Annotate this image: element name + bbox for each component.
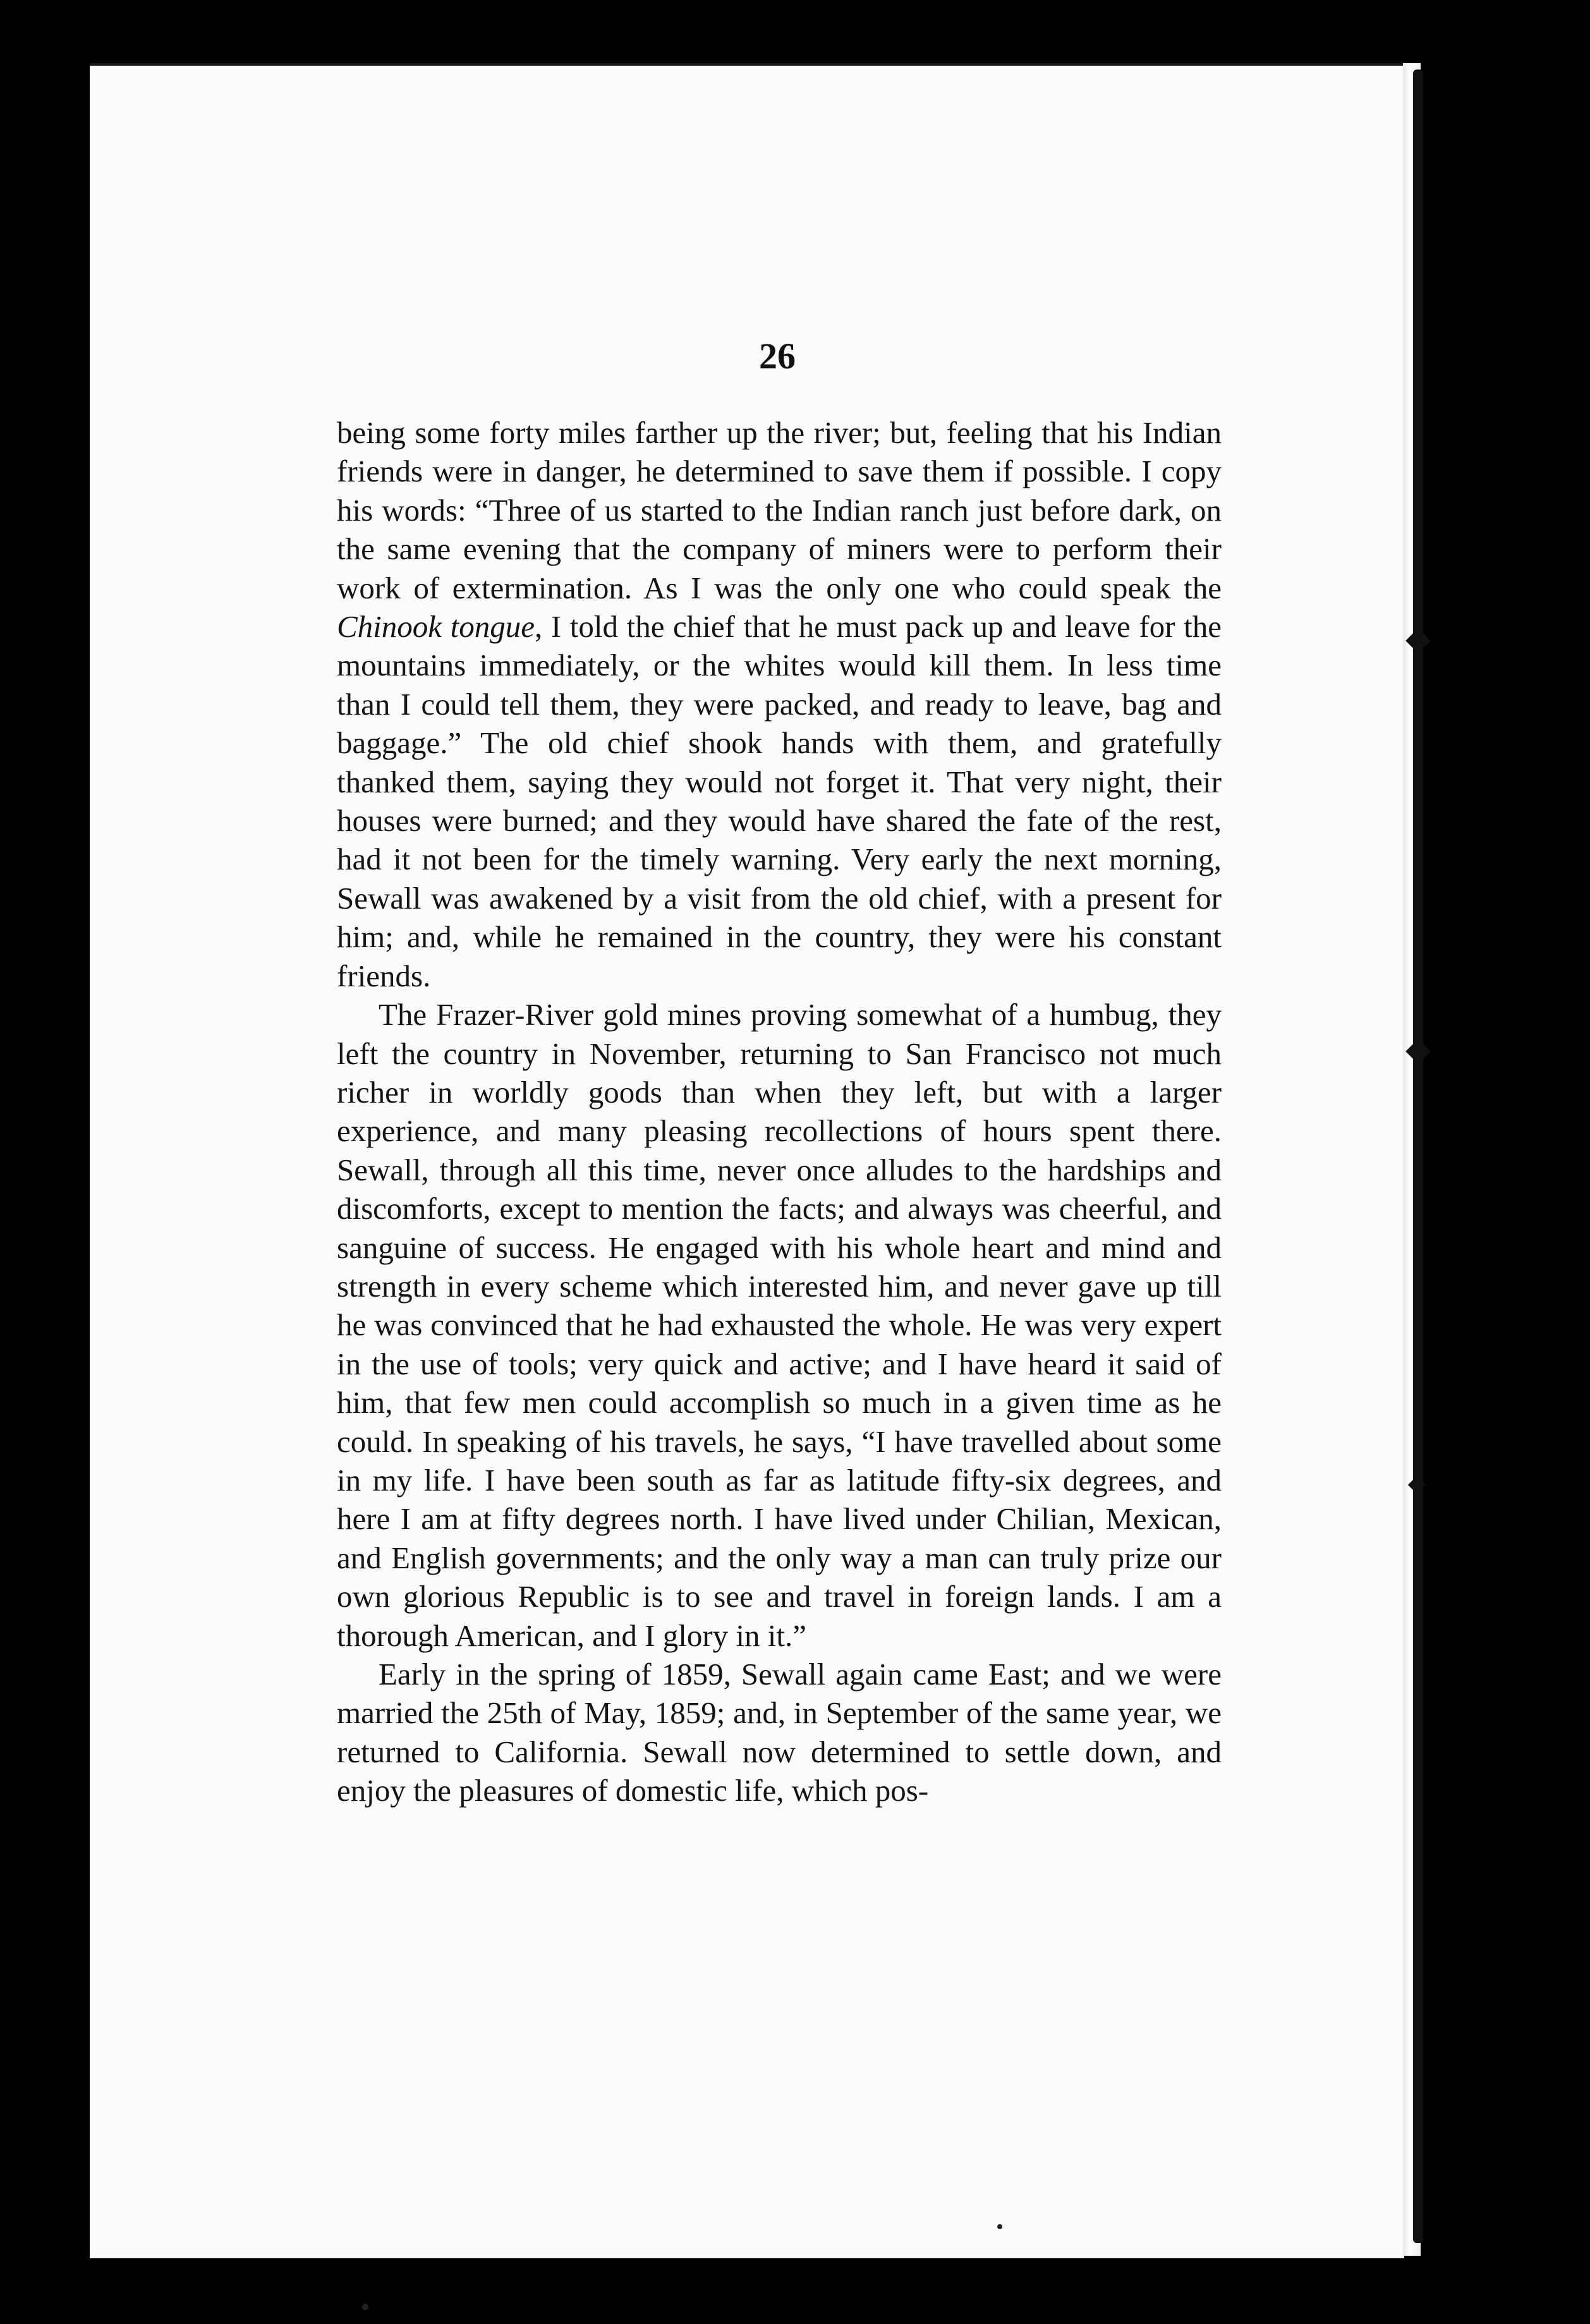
italic-phrase: Chinook tongue [337,609,535,645]
dust-speck [362,2304,368,2310]
paragraph [337,1655,1222,1810]
body-text [337,413,1222,1810]
paragraph [337,413,1222,995]
page-number: 26 [759,336,796,377]
dust-speck [997,2224,1002,2229]
paragraph [337,995,1222,1655]
text-run: The Frazer-River gold mines proving somewhat of a humbug, they left the country in November, returning to San Francisco not much richer in worldly goods than when they left, but with a larger experience, and many pleasing recollections of hours spent there. Sewall, through all this time, never once alludes to the hardships and discomforts, except to mention the facts; and always was cheerful, and sanguine of success. He engaged with his whole heart and mind and strength in every scheme which interested him, and never gave up till he was convinced that he had exhausted the whole. He was very expert in the use of tools; very quick and active; and I have heard it said of him, that few men could accomplish so much in a given time as he could. In speaking of his travels, he says, “I have travelled about some in my life. I have been south as far as latitude fifty-six degrees, and here I am at fifty degrees north. I have lived under Chilian, Mexican, and English governments; and the only way a man can truly prize our own glorious Republic is to see and travel in foreign lands. I am a thorough American, and I glory in it.” [337,997,1222,1653]
text-run: , I told the chief that he must pack up and leave for the mountains immediately, or the whites would kill them. In less time than I could tell them, they were packed, and ready to leave, bag and baggage.” The old chief shook hands with them, and gratefully thanked them, saying they would not forget it. That very night, their houses were burned; and they would have shared the fate of the rest, had it not been for the timely warning. Very early the next morning, Sewall was awakened by a visit from the old chief, with a present for him; and, while he remained in the country, they were his constant friends. [337,609,1222,993]
book-binding-edge [1413,70,1423,2243]
text-run: Early in the spring of 1859, Sewall again came East; and we were married the 25th of May, 1859; and, in September of the same year, we returned to California. Sewall now determined to settle down, and enjoy the pleasures of domestic life, which pos- [337,1657,1222,1808]
text-run: being some forty miles farther up the river; but, feeling that his Indian friends were in danger, he determined to save them if possible. I copy his words: “Three of us started to the Indian ranch just before dark, on the same evening that the company of miners were to perform their work of extermination. As I was the only one who could speak the [337,415,1222,605]
